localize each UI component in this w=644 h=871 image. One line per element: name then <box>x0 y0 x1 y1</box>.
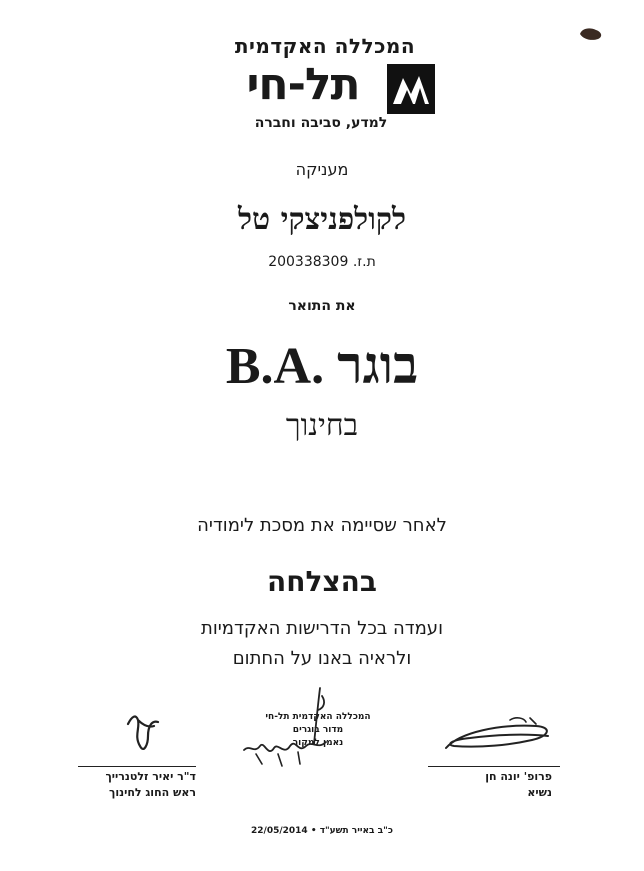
stamp-line-1: המכללה האקדמית תל-חי <box>265 712 371 722</box>
degree-title: בוגר .B.A <box>225 338 419 395</box>
stamp-line-3: נאמן למקור <box>292 738 344 748</box>
left-signatory-role: ראש החוג לחינוך <box>108 786 196 799</box>
right-signature-icon <box>440 712 560 762</box>
logo-tagline: למדע, סביבה וחברה <box>254 115 388 131</box>
degree-field: בחינוך <box>285 408 359 443</box>
left-signatory-name: ד"ר יאיר זלטנרייך <box>105 770 196 783</box>
right-signatory-name: פרופ' יונה חן <box>485 770 552 783</box>
success-text: בהצלחה <box>266 565 377 598</box>
right-signatory-role: נשיא <box>527 786 552 799</box>
left-signature-line <box>78 766 196 767</box>
grants-text: מעניקה <box>295 160 349 179</box>
title-intro: את התואר <box>288 298 356 314</box>
requirements-text: ועמדה בכל הדרישות האקדמיות <box>201 618 443 639</box>
recipient-name: לקולפניצקי טל <box>238 202 406 237</box>
issue-date: כ"ב באייר תשע"ד • 22/05/2014 <box>251 826 393 836</box>
left-signature-icon <box>118 706 168 762</box>
ink-spot-mark <box>578 26 604 42</box>
college-name: המכללה האקדמית <box>234 34 416 58</box>
logo-wordmark: תל-חי <box>246 59 360 110</box>
signed-text: ולראיה באנו על החתום <box>232 648 412 669</box>
completion-text: לאחר שסיימה את מסכת לימודיה <box>197 515 447 536</box>
right-signature-line <box>428 766 560 767</box>
tel-hai-logo-icon <box>387 64 435 114</box>
stamp-line-2: מדור בוגרים <box>292 725 344 735</box>
center-signature-icon <box>238 684 348 770</box>
id-number: ת.ז. 200338309 <box>268 254 376 270</box>
